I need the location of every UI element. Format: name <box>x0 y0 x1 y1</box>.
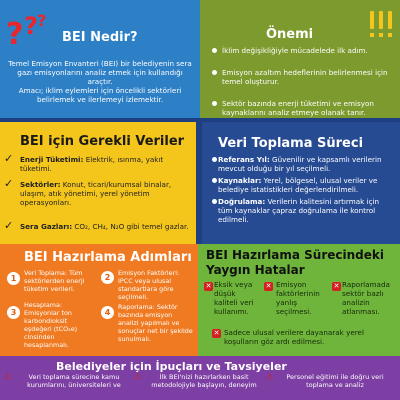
tip-1: Veri toplama sürecine kamu kurumlarını, üniversiteleri ve <box>27 373 121 389</box>
question-marks-icon <box>4 8 52 50</box>
veriler-item-1: Enerji Tüketimi: Elektrik, ısınma, yakıt tüketimi. <box>20 155 164 173</box>
tip-2: İlk BEI'nizi hazırlarken basit metodolojiyle başlayın, deneyim <box>151 373 257 389</box>
bullet-icon <box>212 101 217 106</box>
ipuclari-title: Belediyeler için İpuçları ve Tavsiyeler <box>56 360 287 373</box>
svg-text:?: ? <box>37 11 47 30</box>
step-2: Emisyon Faktörleri: IPCC veya ulusal standartlara göre seçilmeli. <box>118 269 180 301</box>
hazirlama-adimlari-panel <box>0 244 198 356</box>
bei-nedir-definition: Temel Emisyon Envanteri (BEI) bir belediyenin sera gazı emisyonlarını analiz etmek için kullandığı araçtır. <box>8 59 192 86</box>
bullet-icon <box>212 199 217 204</box>
hata-item-4: Sadece ulusal verilere dayanarak yerel koşulların göz ardı edilmesi. <box>224 328 364 346</box>
toplama-item-1: Referans Yıl: Güvenilir ve kapsamlı verilerin mevcut olduğu bir yıl seçilmeli. <box>218 155 382 173</box>
onemi-item-2: Emisyon azaltım hedeflerinin belirlenmesi için temel oluşturur. <box>222 68 388 86</box>
error-x-icon: ✕ <box>265 282 272 290</box>
step-number-icon: 3 <box>7 306 20 319</box>
bullet-icon <box>212 157 217 162</box>
yaygin-hatalar-panel <box>198 244 400 356</box>
onemi-item-3: Sektör bazında enerji tüketimi ve emisyon kaynaklarını analiz etmeye olanak tanır. <box>222 99 374 117</box>
step-number-icon: 4 <box>101 306 114 319</box>
bei-nedir-panel <box>0 0 200 118</box>
bullet-icon <box>212 178 217 183</box>
svg-text:?: ? <box>6 17 24 50</box>
onemi-title: Önemi <box>266 27 314 42</box>
veri-toplama-panel <box>202 122 400 244</box>
veri-toplama-title: Veri Toplama Süreci <box>218 136 364 151</box>
toplama-item-3: Doğrulama: Verilerin kalitesini artırmak için tüm kaynaklar çapraz doğrulama ile kontrol edilmeli. <box>218 197 380 224</box>
svg-text:?: ? <box>24 12 38 40</box>
hatalar-title-line-1: BEI Hazırlama Sürecindeki <box>206 248 384 262</box>
hata-item-2: Emisyon faktörlerinin yanlış seçilmesi. <box>276 280 320 316</box>
step-4: Raporlama: Sektör bazında emisyon analizi yapılmalı ve sonuçlar net bir şekilde sunulmalı. <box>118 303 193 343</box>
error-x-icon: ✕ <box>333 282 340 290</box>
warning-icon: ⚠ <box>134 372 142 381</box>
bei-nedir-purpose: Amacı; iklim eylemleri için öncelikli sektörleri belirlemek ve ilerlemeyi izlemektir. <box>18 86 182 104</box>
checkmark-icon: ✓ <box>4 177 14 190</box>
tip-3: Personel eğitimi ile doğru veri toplama ve analiz <box>286 373 384 389</box>
warning-icon: ⚠ <box>266 372 274 381</box>
step-number-icon: 1 <box>7 272 20 285</box>
gerekli-veriler-panel <box>0 122 196 244</box>
bei-nedir-title: BEI Nedir? <box>62 30 138 45</box>
veriler-item-3: Sera Gazları: CO₂, CH₄, N₂O gibi temel gazlar. <box>20 222 189 231</box>
ipuclari-panel <box>0 356 400 400</box>
hata-item-3: Raporlamada sektör bazlı analizin atlanması. <box>342 280 390 316</box>
step-1: Veri Toplama: Tüm sektörlerden enerji tüketim verileri. <box>24 269 85 293</box>
onemi-panel <box>200 0 400 118</box>
checkmark-icon: ✓ <box>4 219 14 232</box>
veriler-item-2: Sektörler: Konut, ticari/kurumsal binalar, ulaşım, atık yönetimi, yerel yönetim operasyonları. <box>20 180 172 207</box>
warning-icon: ⚠ <box>4 372 12 381</box>
hazirlama-adimlari-title: BEI Hazırlama Adımları <box>24 250 192 265</box>
hata-item-1: Eksik veya düşük kaliteli veri kullanımı. <box>214 280 254 316</box>
bullet-icon <box>212 70 217 75</box>
onemi-item-1: İklim değişikliğiyle mücadelede ilk adım. <box>222 46 368 55</box>
checkmark-icon: ✓ <box>4 152 14 165</box>
gerekli-veriler-title: BEI için Gerekli Veriler <box>20 134 185 149</box>
step-number-icon: 2 <box>101 271 114 284</box>
error-x-icon: ✕ <box>205 282 212 290</box>
toplama-item-2: Kaynaklar: Yerel, bölgesel, ulusal veriler ve belediye istatistikleri değerlendirilmeli. <box>218 176 378 194</box>
bullet-icon <box>212 48 217 53</box>
hatalar-title-line-2: Yaygın Hatalar <box>206 263 305 277</box>
error-x-icon: ✕ <box>213 329 220 337</box>
step-3: Hesaplama: Emisyonlar ton karbondioksit eşdeğeri (tCO₂e) cinsinden hesaplanmalı. <box>24 301 78 349</box>
exclamation-marks-icon <box>368 8 396 42</box>
